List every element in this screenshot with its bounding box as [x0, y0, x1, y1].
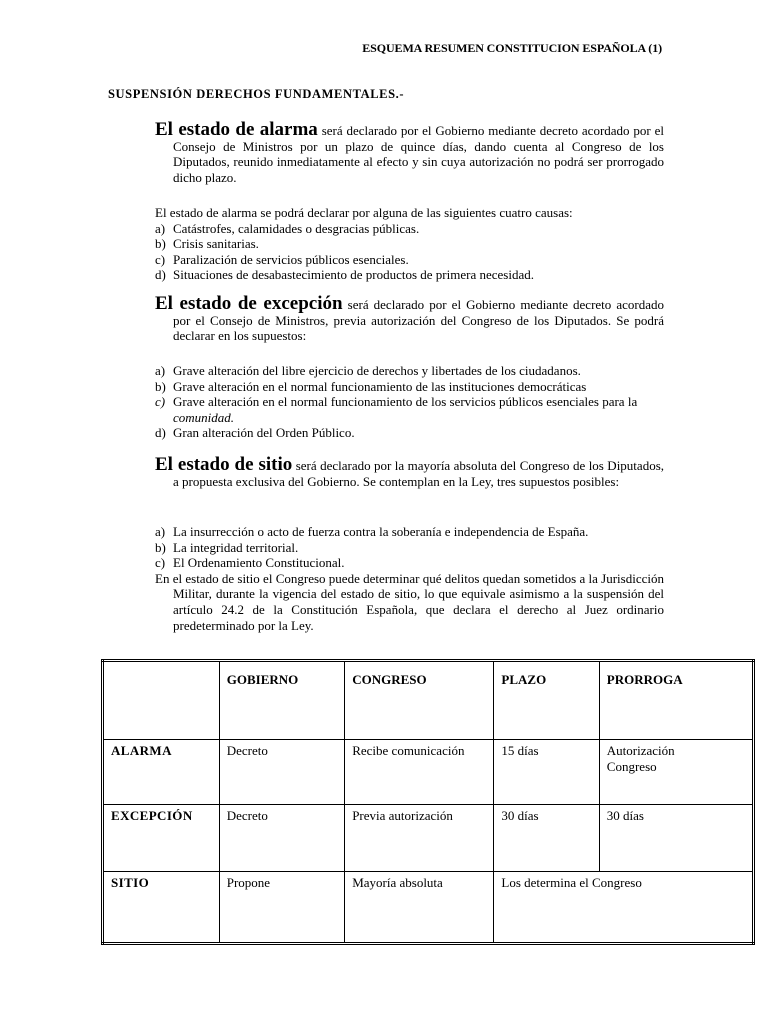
list-item	[155, 363, 664, 379]
table-row	[103, 805, 754, 872]
list-text: Grave alteración en el normal funcionamiento de los servicios públicos esenciales para la	[173, 394, 638, 410]
section-title: SUSPENSIÓN DERECHOS FUNDAMENTALES.-	[108, 87, 405, 101]
list-label: a)	[155, 524, 166, 539]
list-label: c)	[155, 555, 166, 571]
table-cell: 30 días	[599, 805, 753, 872]
list-item	[155, 425, 664, 441]
table-row	[103, 872, 754, 944]
alarma-text: será declarado por el Gobierno mediante decreto acordado por el Consejo de Ministros por un plazo de quince días, dando cuenta al Congreso de los Diputados, reunido inmediatamente al efecto y sin cuya autorización no podrá ser prorrogado dicho plazo.	[173, 123, 664, 185]
list-text-italic: comunidad.	[173, 409, 235, 425]
list-text: Grave alteración del libre ejercicio de derechos y libertades de los ciudadanos.	[173, 363, 581, 378]
table-header-row	[103, 661, 754, 740]
list-text: El Ordenamiento Constitucional.	[173, 555, 345, 571]
list-text: Catástrofes, calamidades o desgracias públicas.	[173, 220, 420, 236]
list-label: b)	[155, 236, 166, 252]
list-text: La insurrección o acto de fuerza contra la soberanía e independencia de España.	[173, 524, 589, 539]
list-item	[155, 540, 664, 556]
list-item	[155, 236, 664, 252]
table-row-label: SITIO	[103, 872, 220, 944]
list-text: La integridad territorial.	[173, 539, 299, 555]
table-row-label: ALARMA	[103, 740, 220, 805]
excepcion-definition	[155, 293, 665, 344]
table-cell: Decreto	[219, 740, 344, 805]
table-cell: Propone	[219, 872, 344, 944]
table-row	[103, 740, 754, 805]
cell-line: Congreso	[606, 759, 657, 774]
table-header-cell: GOBIERNO	[219, 661, 344, 740]
sitio-cases-list	[155, 524, 664, 571]
table-cell-merged: Los determina el Congreso	[494, 872, 754, 944]
table-header-cell: CONGRESO	[345, 661, 494, 740]
list-label: a)	[155, 220, 166, 236]
alarma-lead: El estado de alarma	[155, 119, 318, 140]
list-text: Situaciones de desabastecimiento de productos de primera necesidad.	[173, 267, 534, 283]
table-cell: Recibe comunicación	[345, 740, 494, 805]
list-label: c)	[155, 394, 166, 410]
table-header-cell: PRORROGA	[599, 661, 753, 740]
alarma-definition	[155, 119, 664, 185]
sitio-definition	[155, 454, 664, 489]
summary-table	[101, 659, 755, 945]
alarma-intro: El estado de alarma se podrá declarar por alguna de las siguientes cuatro causas:	[155, 205, 573, 220]
table-cell: 15 días	[494, 740, 599, 805]
sitio-section	[155, 454, 664, 489]
table-cell: Mayoría absoluta	[345, 872, 494, 944]
sitio-lead: El estado de sitio	[155, 454, 293, 475]
alarma-causes-list	[155, 221, 664, 283]
alarma-section	[155, 119, 664, 185]
list-label: d)	[155, 267, 166, 283]
list-text: Gran alteración del Orden Público.	[173, 425, 355, 441]
excepcion-text: será declarado por el Gobierno mediante decreto acordado por el Consejo de Ministros, previa autorización del Congreso de los Diputados. Se podrá declarar en los supuestos:	[173, 297, 665, 344]
excepcion-lead: El estado de excepción	[155, 293, 343, 314]
list-item	[155, 221, 664, 237]
table-header-cell	[103, 661, 220, 740]
table-cell: Decreto	[219, 805, 344, 872]
list-label: b)	[155, 539, 166, 555]
list-label: a)	[155, 363, 166, 378]
table-cell	[599, 740, 753, 805]
list-text: Paralización de servicios públicos esenciales.	[173, 251, 409, 267]
list-item	[155, 252, 664, 268]
list-item	[155, 555, 664, 571]
list-label: b)	[155, 378, 166, 394]
list-text: Grave alteración en el normal funcionamiento de las instituciones democráticas	[173, 378, 587, 394]
list-item	[155, 394, 664, 425]
list-item	[155, 379, 664, 395]
table-header-cell: PLAZO	[494, 661, 599, 740]
sitio-text: será declarado por la mayoría absoluta del Congreso de los Diputados, a propuesta exclusiva del Gobierno. Se contemplan en la Ley, tres supuestos posibles:	[173, 458, 664, 489]
excepcion-section	[155, 293, 665, 344]
table-cell: Previa autorización	[345, 805, 494, 872]
alarma-causes-block	[155, 205, 664, 283]
list-item	[155, 267, 664, 283]
excepcion-cases-list	[155, 363, 664, 441]
list-label: d)	[155, 425, 166, 441]
table-cell: 30 días	[494, 805, 599, 872]
document-header: ESQUEMA RESUMEN CONSTITUCION ESPAÑOLA (1)	[362, 41, 662, 55]
list-label: c)	[155, 251, 166, 267]
sitio-cases-block	[155, 524, 664, 633]
excepcion-cases-block	[155, 363, 664, 441]
cell-line: Autorización	[606, 743, 675, 758]
table-row-label: EXCEPCIÓN	[103, 805, 220, 872]
list-text: Crisis sanitarias.	[173, 236, 259, 252]
list-item	[155, 524, 664, 540]
sitio-closing: En el estado de sitio el Congreso puede determinar qué delitos quedan sometidos a la Jurisdicción Militar, durante la vigencia del estado de sitio, lo que equivale asimismo a la suspensión del artículo 24.2 de la Constitución Española, que declara el derecho al Juez ordinario predeterminado por la Ley.	[155, 570, 664, 633]
